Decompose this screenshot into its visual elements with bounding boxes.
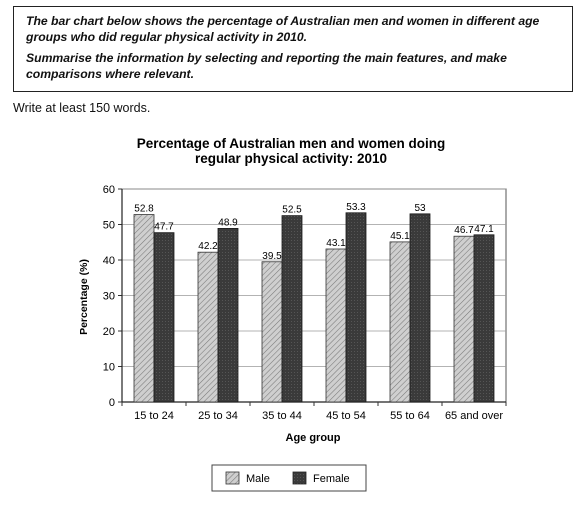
data-label-female: 48.9 [218,217,238,229]
bar-female [474,235,494,402]
bar-male [198,252,218,402]
data-label-male: 39.5 [262,250,282,262]
data-label-female: 53.3 [346,201,366,213]
data-label-male: 42.2 [198,241,218,253]
bar-male [262,262,282,402]
y-tick-label: 50 [102,219,115,232]
x-tick-label: 45 to 54 [326,410,366,422]
bar-female [218,228,238,402]
data-label-female: 53 [414,202,426,214]
bar-male [134,215,154,402]
data-label-female: 47.7 [154,221,174,233]
chart-title-line2: regular physical activity: 2010 [194,151,388,166]
task-summary-instruction: Summarise the information by selecting and reporting the main features, and make comparisons where relevant. [26,51,507,81]
bar-male [326,249,346,402]
x-tick-label: 15 to 24 [134,410,174,422]
bar-male [390,242,410,402]
legend-label-male: Male [246,473,270,485]
bar-female [346,213,366,402]
x-tick-label: 65 and over [444,410,504,422]
y-tick-label: 20 [102,326,115,338]
x-axis-label: Age group [285,432,341,444]
y-axis-label: Percentage (%) [78,259,90,335]
legend-swatch-female [293,472,306,484]
bar-female [410,214,430,402]
x-tick-label: 35 to 44 [262,410,302,422]
bar-female [154,233,174,402]
data-label-female: 47.1 [474,223,494,235]
legend [212,465,366,491]
y-tick-label: 0 [108,397,115,409]
word-count-instruction: Write at least 150 words. [13,101,151,115]
task-description: The bar chart below shows the percentage of Australian men and women in different age groups who did regular physical activity in 2010. [26,14,540,44]
y-tick-label: 30 [102,290,115,303]
data-label-male: 46.7 [454,225,474,237]
bar-female [282,216,302,402]
data-label-male: 45.1 [390,230,410,242]
x-tick-label: 25 to 34 [198,410,238,422]
x-tick-label: 55 to 64 [390,410,430,422]
bar-male [454,236,474,402]
y-tick-label: 40 [102,255,115,267]
y-tick-label: 10 [102,361,115,374]
legend-swatch-male [226,472,239,484]
chart-title-line1: Percentage of Australian men and women doing [136,136,446,151]
y-tick-label: 60 [102,184,115,196]
data-label-male: 52.8 [134,203,154,215]
data-label-female: 52.5 [282,204,302,216]
legend-label-female: Female [313,473,350,485]
data-label-male: 43.1 [326,237,346,249]
